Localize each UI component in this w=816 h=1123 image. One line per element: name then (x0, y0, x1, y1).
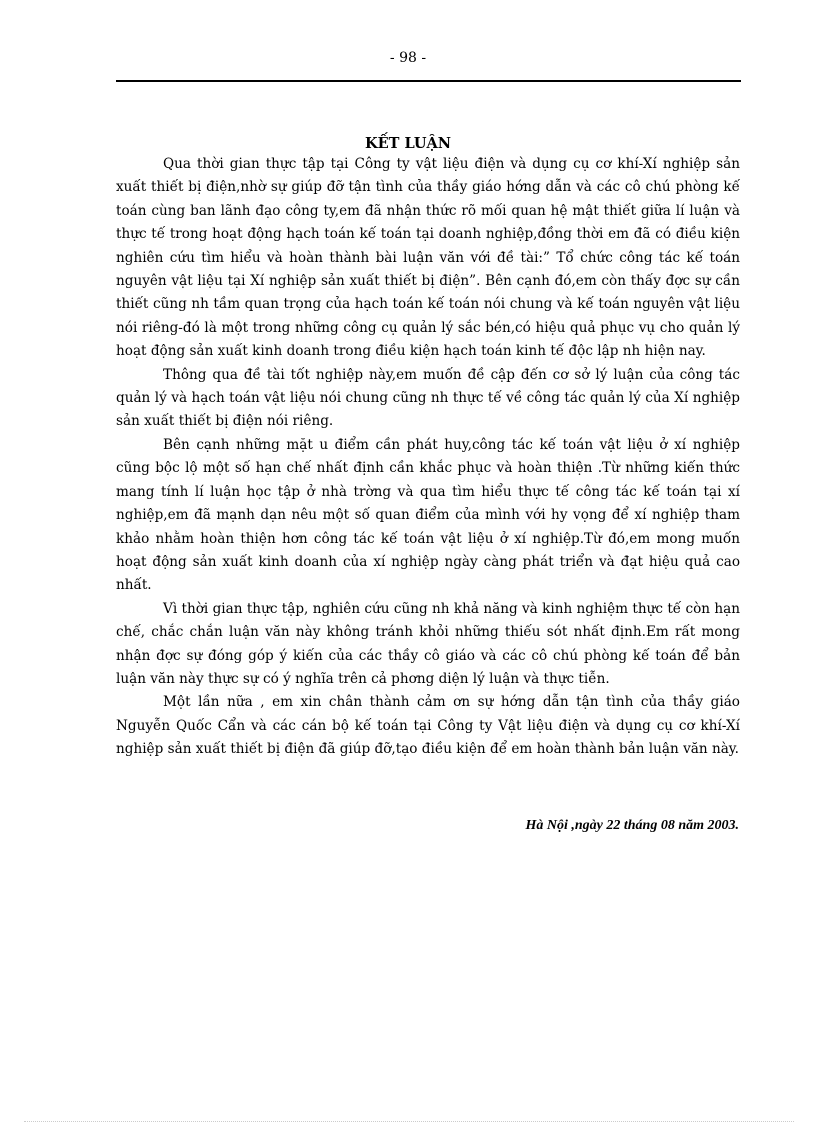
page-bottom-border (24, 1121, 794, 1122)
conclusion-body (116, 153, 740, 762)
section-title: KẾT LUẬN (364, 135, 452, 152)
date-signature: Hà Nội ,ngày 22 tháng 08 năm 2003. (525, 818, 739, 833)
paragraph-2: Thông qua đề tài tốt nghiệp này,em muốn đề cập đến cơ sở lý luận của công tác quản lý và hạch toán vật liệu nói chung cũng nh thực tế về công tác quản lý của Xí nghiệp sản xuất thiết bị điện nói riêng. (116, 366, 740, 430)
paragraph-1: Qua thời gian thực tập tại Công ty vật liệu điện và dụng cụ cơ khí-Xí nghiệp sản xuất thiết bị điện,nhờ sự giúp đỡ tận tình của thầy giáo hớng dẫn và các cô chú phòng kế toán cùng ban lãnh đạo công ty,em đã nhận thức rõ mối quan hệ mật thiết giữa lí luận và thực tế trong hoạt động hạch toán kế toán tại doanh nghiệp,đồng thời em đã có điều kiện nghiên cứu tìm hiểu và hoàn thành bài luận văn với đề tài:” Tổ chức công tác kế toán nguyên vật liệu tại Xí nghiệp sản xuất thiết bị điện”. Bên cạnh đó,em còn thấy đợc sự cần thiết cũng nh tầm quan trọng của hạch toán kế toán nói chung và kế toán nguyên vật liệu nói riêng-đó là một trong những công cụ quản lý sắc bén,có hiệu quả phục vụ cho quản lý hoạt động sản xuất kinh doanh trong điều kiện hạch toán kinh tế độc lập nh hiện nay. (116, 156, 740, 360)
paragraph-3: Bên cạnh những mặt u điểm cần phát huy,công tác kế toán vật liệu ở xí nghiệp cũng bộc lộ một số hạn chế nhất định cần khắc phục và hoàn thiện .Từ những kiến thức mang tính lí luận học tập ở nhà trờng và qua tìm hiểu thực tế công tác kế toán tại xí nghiệp,em đã mạnh dạn nêu một số quan điểm của mình với hy vọng để xí nghiệp tham khảo nhằm hoàn thiện hơn công tác kế toán vật liệu ở xí nghiệp.Từ đó,em mong muốn hoạt động sản xuất kinh doanh của xí nghiệp ngày càng phát triển và đạt hiệu quả cao nhất. (116, 436, 740, 594)
header-divider (116, 80, 741, 82)
paragraph-4: Vì thời gian thực tập, nghiên cứu cũng nh khả năng và kinh nghiệm thực tế còn hạn chế, chắc chắn luận văn này không tránh khỏi những thiếu sót nhất định.Em rất mong nhận đợc sự đóng góp ý kiến của các thầy cô giáo và các cô chú phòng kế toán để bản luận văn này thực sự có ý nghĩa trên cả phơng diện lý luận và thực tiễn. (116, 600, 740, 687)
page-number: - 98 - (389, 50, 427, 66)
paragraph-5: Một lần nữa , em xin chân thành cảm ơn sự hớng dẫn tận tình của thầy giáo Nguyễn Quốc Cẩn và các cán bộ kế toán tại Công ty Vật liệu điện và dụng cụ cơ khí-Xí nghiệp sản xuất thiết bị điện đã giúp đỡ,tạo điều kiện để em hoàn thành bản luận văn này. (116, 694, 740, 758)
